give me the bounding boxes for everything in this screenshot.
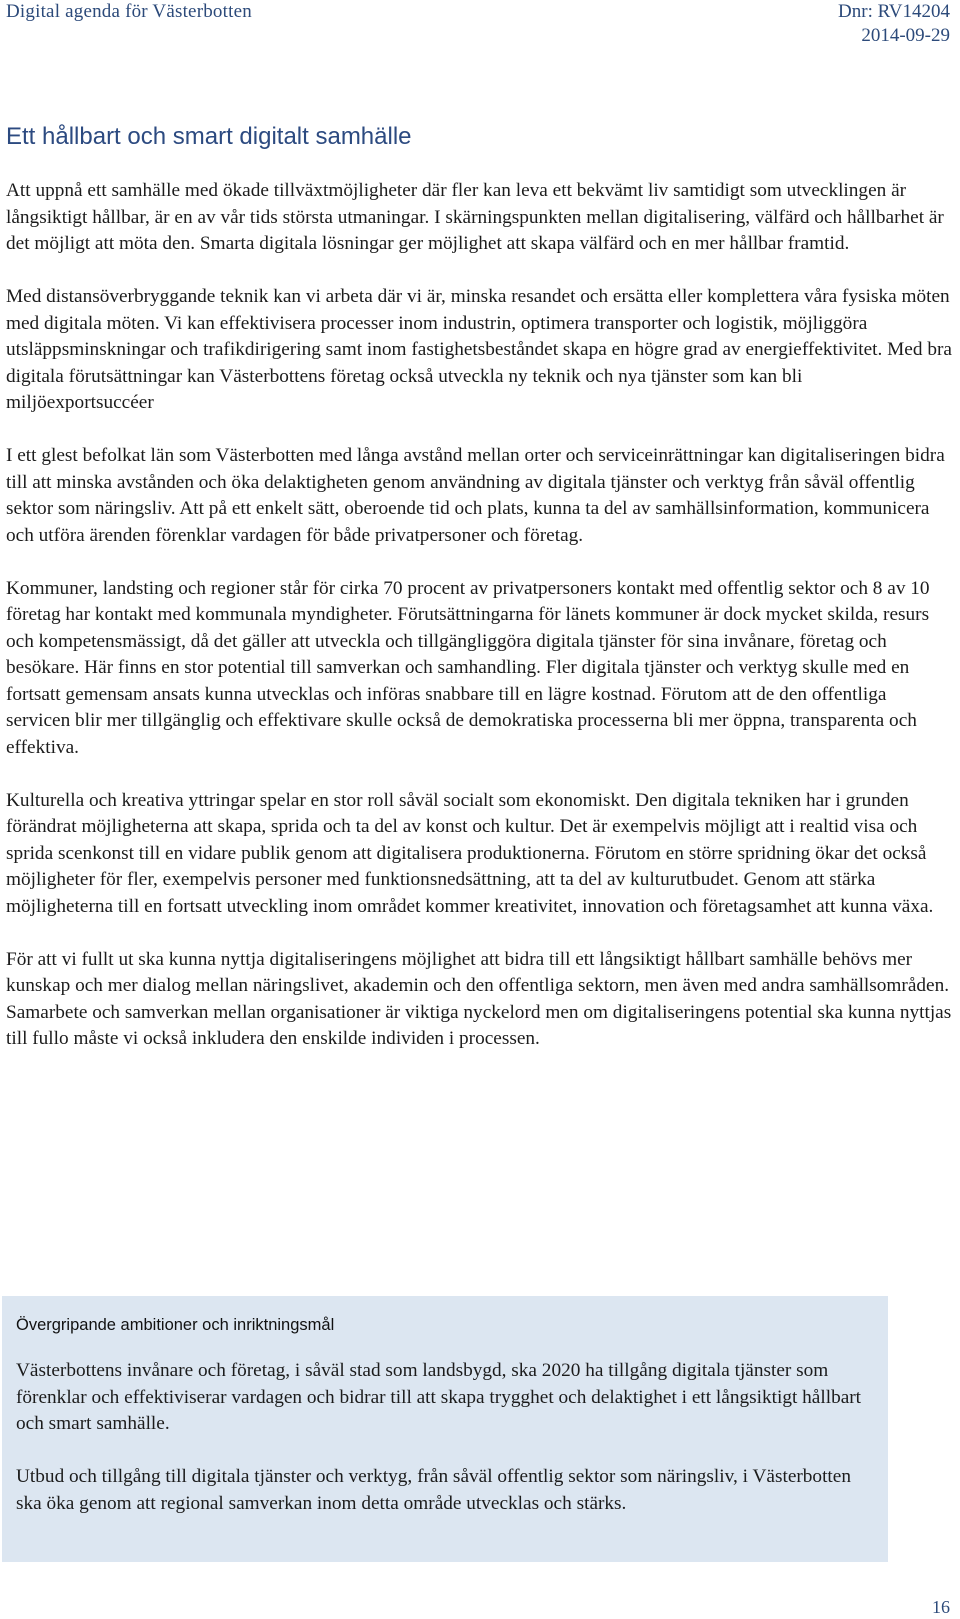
ambition-paragraph: Västerbottens invånare och företag, i såväl stad som landsbygd, ska 2020 ha tillgång digitala tjänster som förenklar och effektiviserar vardagen och bidrar till att skapa trygghet och delaktighet i ett långsiktigt hållbart och smart samhälle. bbox=[16, 1360, 862, 1434]
document-date: 2014-09-29 bbox=[861, 25, 950, 46]
paragraph: Kulturella och kreativa yttringar spelar en stor roll såväl socialt som ekonomiskt. Den digitala tekniken har i grunden förändrat möjligheterna att skapa, sprida och ta del av konst och kultur. Det är exempelvis möjligt att i realtid visa och sprida scenkonst till en vidare publik genom att digitalisera produktionerna. Förutom en större spridning ökar det också möjligheter för fler, exempelvis personer med funktionsnedsättning, att ta del av kulturutbudet. Genom att stärka möjligheterna till en fortsatt utveckling inom området kommer kreativitet, innovation och företagsamhet att kunna växa. bbox=[6, 789, 934, 917]
page-number: 16 bbox=[932, 1597, 950, 1617]
ambition-box-content bbox=[16, 1358, 876, 1544]
paragraph: Kommuner, landsting och regioner står för cirka 70 procent av privatpersoners kontakt med offentlig sektor och 8 av 10 företag har kontakt med kommunala myndigheter. Förutsättningarna för länets kommuner är dock mycket skilda, resurs och kompetensmässigt, då det gäller att utveckla och tillgängliggöra digitala tjänster för sina invånare, företag och besökare. Här finns en stor potential till samverkan och samhandling. Fler digitala tjänster och verktyg skulle med en fortsatt gemensam ansats kunna utvecklas och införas snabbare till en lägre kostnad. Förutom att de den offentliga servicen blir mer tillgänglig och effektivare skulle också de demokratiska processerna bli mer öppna, transparenta och effektiva. bbox=[6, 577, 930, 758]
document-meta bbox=[838, 0, 950, 48]
paragraph: Med distansöverbryggande teknik kan vi arbeta där vi är, minska resandet och ersätta eller komplettera våra fysiska möten med digitala möten. Vi kan effektivisera processer inom industrin, optimera transporter och logistik, möjliggöra utsläppsminskningar och trafikdirigering samt inom fastighetsbeståndet skapa en högre grad av energieffektivitet. Med bra digitala förutsättningar kan Västerbottens företag också utveckla ny teknik och nya tjänster som kan bli miljöexportsuccéer bbox=[6, 286, 952, 413]
paragraph: För att vi fullt ut ska kunna nyttja digitaliseringens möjlighet att bidra till ett långsiktigt hållbart samhälle behövs mer kunskap och mer dialog mellan näringslivet, akademin och den offentliga sektorn, men även med andra samhällsområden. Samarbete och samverkan mellan organisationer är viktiga nyckelord men om digitaliseringens potential ska kunna nyttjas till fullo måste vi också inkludera den enskilde individen i processen. bbox=[6, 948, 952, 1049]
body-text bbox=[6, 178, 954, 1079]
paragraph: I ett glest befolkat län som Västerbotten med långa avstånd mellan orter och serviceinrättningar kan digitaliseringen bidra till att minska avstånden och öka delaktigheten genom användning av digitala tjänster och verktyg från såväl offentlig sektor som näringsliv. Att på ett enkelt sätt, oberoende tid och plats, kunna ta del av samhällsinformation, kommunicera och utföra ärenden förenklar vardagen för både privatpersoner och företag. bbox=[6, 445, 945, 546]
ambition-box-heading: Övergripande ambitioner och inriktningsmål bbox=[16, 1316, 335, 1334]
ambition-paragraph: Utbud och tillgång till digitala tjänster och verktyg, från såväl offentlig sektor som näringsliv, i Västerbotten ska öka genom att regional samverkan inom detta område utvecklas och stärks. bbox=[16, 1466, 851, 1514]
ambition-box bbox=[2, 1296, 888, 1562]
section-title: Ett hållbart och smart digitalt samhälle bbox=[6, 123, 412, 150]
document-number: Dnr: RV14204 bbox=[838, 1, 950, 22]
document-title-header: Digital agenda för Västerbotten bbox=[6, 1, 252, 22]
paragraph: Att uppnå ett samhälle med ökade tillväxtmöjligheter där fler kan leva ett bekvämt liv samtidigt som utvecklingen är långsiktigt hållbar, är en av vår tids största utmaningar. I skärningspunkten mellan digitalisering, välfärd och hållbarhet är det möjligt att möta den. Smarta digitala lösningar ger möjlighet att skapa välfärd och en mer hållbar framtid. bbox=[6, 180, 944, 254]
